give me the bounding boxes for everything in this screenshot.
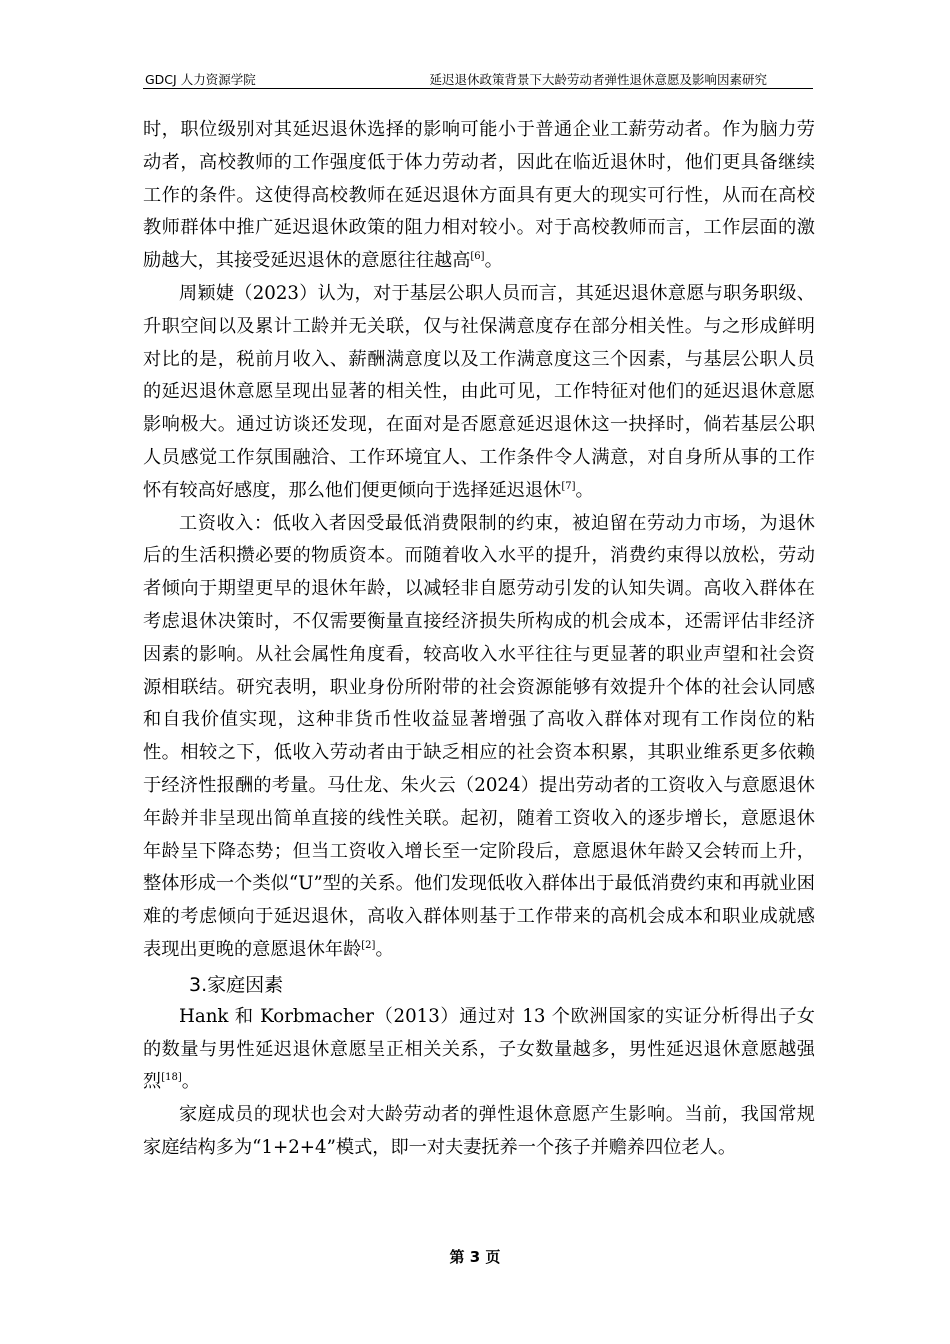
paragraph-text: 工资收入：低收入者因受最低消费限制的约束，被迫留在劳动力市场，为退休后的生活积攒必要的物质资本。而随着收入水平的提升，消费约束得以放松，劳动者倾向于期望更早的退休年龄，以减轻非自愿劳动引发的认知失调。高收入群体在考虑退休决策时，不仅需要衡量直接经济损失所构成的机会成本，还需评估非经济因素的影响。从社会属性角度看，较高收入水平往往与更显著的职业声望和社会资源相联结。研究表明，职业身份所附带的社会资源能够有效提升个体的社会认同感和自我价值实现，这种非货币性收益显著增强了高收入群体对现有工作岗位的粘性。相较之下，低收入劳动者由于缺乏相应的社会资本积累，其职业维系更多依赖于经济性报酬的考量。马仕龙、朱火云（2024）提出劳动者的工资收入与意愿退休年龄并非呈现出简单直接的线性关联。起初，随着工资收入的逐步增长，意愿退休年龄呈下降态势；但当工资收入增长至一定阶段后，意愿退休年龄又会转而上升，整体形成一个类似“U”型的关系。他们发现低收入群体出于最低消费约束和再就业困难的考虑倾向于延迟退休，高收入群体则基于工作带来的高机会成本和职业成就感表现出更晚的意愿退休年龄: [143, 512, 815, 960]
paragraph-end: 。: [375, 938, 394, 960]
header-title: 延迟退休政策背景下大龄劳动者弹性退休意愿及影响因素研究: [429, 72, 767, 87]
page-header: [143, 70, 813, 89]
citation-ref: [18]: [161, 1072, 182, 1084]
citation-ref: [2]: [361, 939, 376, 951]
page-number: 第 3 页: [449, 1248, 501, 1266]
header-institution: GDCJ 人力资源学院: [145, 72, 256, 87]
paragraph-end: 。: [575, 479, 594, 501]
paragraph-end: 。: [181, 1071, 200, 1093]
paragraph-5: [143, 1099, 815, 1165]
paragraph-2: [143, 278, 815, 508]
citation-ref: [6]: [470, 251, 485, 263]
paragraph-text: 家庭成员的现状也会对大龄劳动者的弹性退休意愿产生影响。当前，我国常规家庭结构多为“1+2+4”模式，即一对夫妻抚养一个孩子并赡养四位老人。: [143, 1104, 815, 1158]
paragraph-text: 时，职位级别对其延迟退休选择的影响可能小于普通企业工薪劳动者。作为脑力劳动者，高校教师的工作强度低于体力劳动者，因此在临近退休时，他们更具备继续工作的条件。这使得高校教师在延迟退休方面具有更大的现实可行性，从而在高校教师群体中推广延迟退休政策的阻力相对较小。对于高校教师而言，工作层面的激励越大，其接受延迟退休的意愿往往越高: [143, 119, 815, 272]
paragraph-4: [143, 1001, 815, 1099]
paragraph-1: [143, 114, 815, 278]
paragraph-end: 。: [484, 250, 503, 272]
paragraph-3: [143, 508, 815, 967]
paragraph-text: 周颖婕（2023）认为，对于基层公职人员而言，其延迟退休意愿与职务职级、升职空间以及累计工龄并无关联，仅与社保满意度存在部分相关性。与之形成鲜明对比的是，税前月收入、薪酬满意度以及工作满意度这三个因素，与基层公职人员的延迟退休意愿呈现出显著的相关性，由此可见，工作特征对他们的延迟退休意愿影响极大。通过访谈还发现，在面对是否愿意延迟退休这一抉择时，倘若基层公职人员感觉工作氛围融洽、工作环境宜人、工作条件令人满意，对自身所从事的工作怀有较高好感度，那么他们便更倾向于选择延迟退休: [143, 282, 815, 501]
paragraph-text: Hank 和 Korbmacher（2013）通过对 13 个欧洲国家的实证分析得出子女的数量与男性延迟退休意愿呈正相关关系，子女数量越多，男性延迟退休意愿越强烈: [143, 1005, 815, 1093]
document-body: [143, 114, 815, 1165]
section-heading: 3.家庭因素: [189, 973, 284, 996]
citation-ref: [7]: [561, 480, 576, 492]
